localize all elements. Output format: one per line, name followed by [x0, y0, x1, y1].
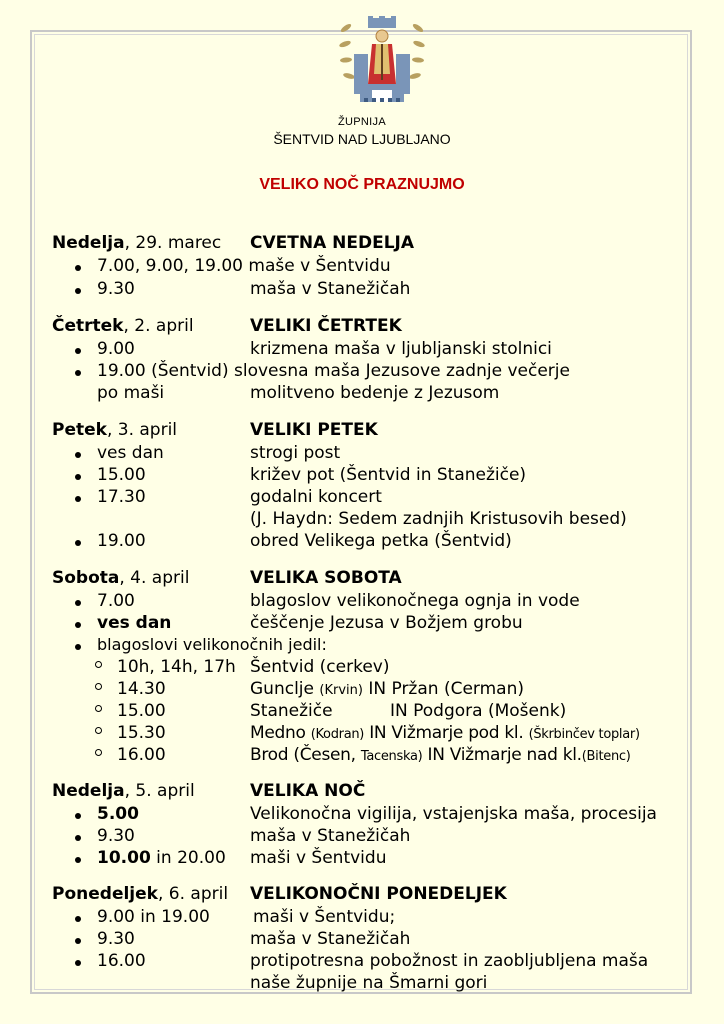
- item-text: križev pot (Šentvid in Stanežiče): [250, 465, 527, 485]
- bullet: [75, 265, 81, 271]
- feast-name: VELIKI ČETRTEK: [250, 316, 402, 336]
- day-header-thursday: Četrtek, 2. april: [52, 316, 194, 336]
- item-text: godalni koncert: [250, 487, 382, 507]
- sub-item-text: Medno (Kodran) IN Vižmarje pod kl. (Škrbinčev toplar): [250, 723, 640, 743]
- item-text: strogi post: [250, 443, 341, 463]
- parish-name: ŠENTVID NAD LJUBLJANO: [273, 131, 451, 147]
- item-note: (J. Haydn: Sedem zadnjih Kristusovih besed): [250, 509, 627, 529]
- item-time: 15.00: [97, 465, 146, 485]
- bullet: [75, 813, 81, 819]
- item-text: protipotresna pobožnost in zaobljubljena maša: [250, 951, 649, 971]
- sub-bullet: [95, 727, 102, 734]
- item-text: krizmena maša v ljubljanski stolnici: [250, 339, 552, 359]
- bullet: [75, 938, 81, 944]
- item-text: maša v Stanežičah: [250, 279, 411, 299]
- item-time: 19.00: [97, 531, 146, 551]
- sub-item-time: 15.30: [117, 723, 166, 743]
- list-item: 19.00 (Šentvid) slovesna maša Jezusove zadnje večerje: [97, 361, 570, 381]
- sub-item-text: Šentvid (cerkev): [250, 657, 390, 677]
- item-text: maša v Stanežičah: [250, 826, 411, 846]
- sub-bullet: [95, 661, 102, 668]
- bullet: [75, 916, 81, 922]
- bullet: [75, 288, 81, 294]
- item-time: 17.30: [97, 487, 146, 507]
- day-header-easter-monday: Ponedeljek, 6. april: [52, 884, 229, 904]
- day-header-holy-saturday: Sobota, 4. april: [52, 568, 190, 588]
- item-time: 16.00: [97, 951, 146, 971]
- item-text: Velikonočna vigilija, vstajenjska maša, procesija: [250, 804, 657, 824]
- bullet: [75, 474, 81, 480]
- sub-item-text: IN Podgora (Mošenk): [390, 701, 567, 721]
- item-text: blagoslov velikonočnega ognja in vode: [250, 591, 580, 611]
- sub-item-time: 14.30: [117, 679, 166, 699]
- feast-name: VELIKI PETEK: [250, 420, 378, 440]
- page-title: VELIKO NOČ PRAZNUJMO: [259, 176, 465, 193]
- item-text: naše župnije na Šmarni gori: [250, 973, 488, 993]
- sub-item-text: Gunclje (Krvin) IN Pržan (Cerman): [250, 679, 524, 699]
- bullet: [75, 540, 81, 546]
- item-time: po maši: [97, 383, 165, 403]
- item-time: 9.30: [97, 279, 135, 299]
- sub-bullet: [95, 705, 102, 712]
- bullet: [75, 622, 81, 628]
- bullet: [75, 835, 81, 841]
- list-item: blagoslovi velikonočnih jedil:: [97, 635, 327, 654]
- sub-item-text: Brod (Česen, Tacenska) IN Vižmarje nad kl.(Bitenc): [250, 745, 631, 765]
- item-time: 9.30: [97, 826, 135, 846]
- item-text: maši v Šentvidu: [250, 848, 387, 868]
- item-text: maši v Šentvidu;: [253, 907, 396, 927]
- sub-bullet: [95, 683, 102, 690]
- item-time: ves dan: [97, 613, 172, 633]
- item-text: maša v Stanežičah: [250, 929, 411, 949]
- item-text: češčenje Jezusa v Božjem grobu: [250, 613, 523, 633]
- day-header-easter-sunday: Nedelja, 5. april: [52, 781, 195, 801]
- item-time: 7.00: [97, 591, 135, 611]
- item-time: 10.00 in 20.00: [97, 848, 226, 868]
- sub-item-time: 15.00: [117, 701, 166, 721]
- sub-item-time: 10h, 14h, 17h: [117, 657, 236, 677]
- sub-bullet: [95, 749, 102, 756]
- bullet: [75, 960, 81, 966]
- item-time: 9.00: [97, 339, 135, 359]
- bullet: [75, 452, 81, 458]
- bullet: [75, 857, 81, 863]
- item-text: molitveno bedenje z Jezusom: [250, 383, 500, 403]
- day-header-good-friday: Petek, 3. april: [52, 420, 178, 440]
- feast-name: CVETNA NEDELJA: [250, 233, 415, 253]
- feast-name: VELIKA SOBOTA: [250, 568, 402, 588]
- bullet: [75, 600, 81, 606]
- feast-name: VELIKA NOČ: [250, 781, 366, 801]
- bullet: [75, 644, 81, 650]
- parish-crest-logo: [336, 14, 428, 110]
- feast-name: VELIKONOČNI PONEDELJEK: [250, 884, 507, 904]
- sub-item-text: Stanežiče: [250, 701, 333, 721]
- bullet: [75, 370, 81, 376]
- item-time: 9.00 in 19.00: [97, 907, 210, 927]
- sub-item-time: 16.00: [117, 745, 166, 765]
- item-time: 5.00: [97, 804, 139, 824]
- item-text: obred Velikega petka (Šentvid): [250, 531, 512, 551]
- bullet: [75, 348, 81, 354]
- parish-label: ŽUPNIJA: [338, 116, 386, 128]
- bullet: [75, 496, 81, 502]
- item-time: 9.30: [97, 929, 135, 949]
- list-item: 7.00, 9.00, 19.00 maše v Šentvidu: [97, 256, 391, 276]
- item-time: ves dan: [97, 443, 164, 463]
- day-header-palm-sunday: Nedelja, 29. marec: [52, 233, 222, 253]
